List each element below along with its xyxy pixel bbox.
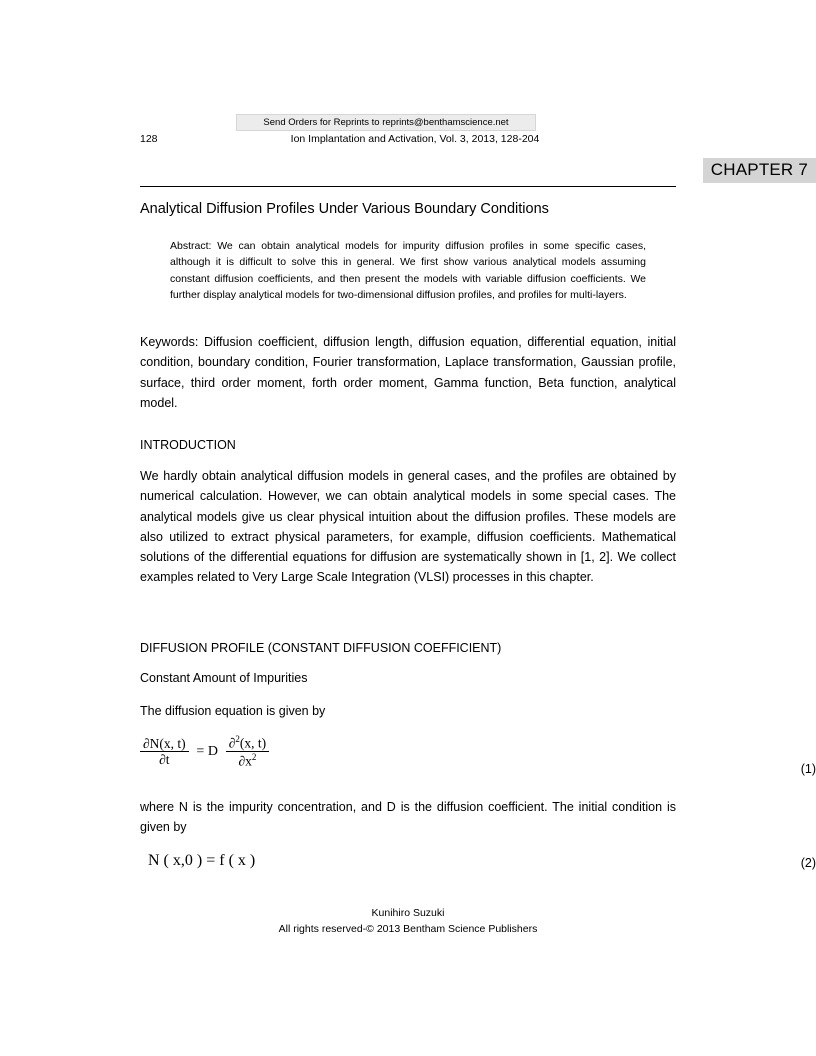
section-heading-diffusion-profile: DIFFUSION PROFILE (CONSTANT DIFFUSION COEFFICIENT) xyxy=(140,641,502,655)
abstract-label: Abstract: xyxy=(170,240,212,252)
equation-1-right-fraction xyxy=(226,734,269,769)
footer-rights: All rights reserved-© 2013 Bentham Science Publishers xyxy=(278,922,538,935)
paragraph-diffusion-equation-intro: The diffusion equation is given by xyxy=(140,704,326,718)
header-divider xyxy=(140,186,676,187)
reprint-orders-notice: Send Orders for Reprints to reprints@benthamscience.net xyxy=(236,114,536,131)
section-heading-introduction: INTRODUCTION xyxy=(140,438,236,452)
equation-1-denominator-left: ∂t xyxy=(159,752,170,768)
equation-1-numerator-left: ∂N(x, t) xyxy=(140,736,189,753)
abstract-text: We can obtain analytical models for impurity diffusion profiles in some specific cases, although it is difficult to solve this in general. We first show various analytical models assuming constant diffusion coefficients, and then present the models with variable diffusion coefficients. We further display analytical models for two-dimensional diffusion profiles, and profiles for multi-layers. xyxy=(170,240,646,301)
equation-1 xyxy=(140,734,676,778)
equation-1-num-right-symbol: ∂ xyxy=(228,735,236,751)
equation-1-den-right-exponent: 2 xyxy=(251,752,257,763)
equation-1-numerator-right xyxy=(226,734,269,752)
journal-reference: Ion Implantation and Activation, Vol. 3, 2013, 128-204 xyxy=(290,133,540,145)
running-head xyxy=(0,133,676,147)
page-title: Analytical Diffusion Profiles Under Various Boundary Conditions xyxy=(140,201,549,217)
equation-1-denominator-right xyxy=(226,752,269,769)
equation-1-den-right-symbol: ∂x xyxy=(238,753,252,769)
page-number: 128 xyxy=(140,133,158,145)
equation-1-expression xyxy=(140,734,269,769)
equation-1-number: (1) xyxy=(800,762,816,776)
equation-1-num-right-exponent: 2 xyxy=(235,734,240,744)
subsection-heading-constant-amount: Constant Amount of Impurities xyxy=(140,671,308,685)
equation-2 xyxy=(140,852,676,896)
footer-author: Kunihiro Suzuki xyxy=(371,907,445,919)
equation-2-number: (2) xyxy=(800,856,816,870)
paragraph-where-definitions: where N is the impurity concentration, and D is the diffusion coefficient. The initial condition is given by xyxy=(140,800,676,835)
abstract-block xyxy=(170,238,646,303)
equation-1-operator: = D xyxy=(196,743,218,759)
equation-1-num-right-rest: (x, t) xyxy=(239,735,267,751)
paragraph-introduction: We hardly obtain analytical diffusion models in general cases, and the profiles are obtained by numerical calculation. However, we can obtain analytical models in some special cases. The analytical models give us clear physical intuition about the diffusion profiles. These models are also utilized to extract physical parameters, for example, diffusion coefficients. Mathematical solutions of the differential equations for diffusion are systematically shown in [1, 2]. We collect examples related to Very Large Scale Integration (VLSI) processes in this chapter. xyxy=(140,469,676,585)
chapter-label: CHAPTER 7 xyxy=(703,158,816,183)
equation-2-expression: N ( x,0 ) = f ( x ) xyxy=(148,852,256,869)
keywords-block: Keywords: Diffusion coefficient, diffusion length, diffusion equation, differential equation, initial condition, boundary condition, Fourier transformation, Laplace transformation, Gaussian profile, surface, third order moment, forth order moment, Gamma function, Beta function, analytical model. xyxy=(140,335,676,410)
equation-1-left-fraction xyxy=(140,736,189,768)
page-footer xyxy=(140,906,676,938)
